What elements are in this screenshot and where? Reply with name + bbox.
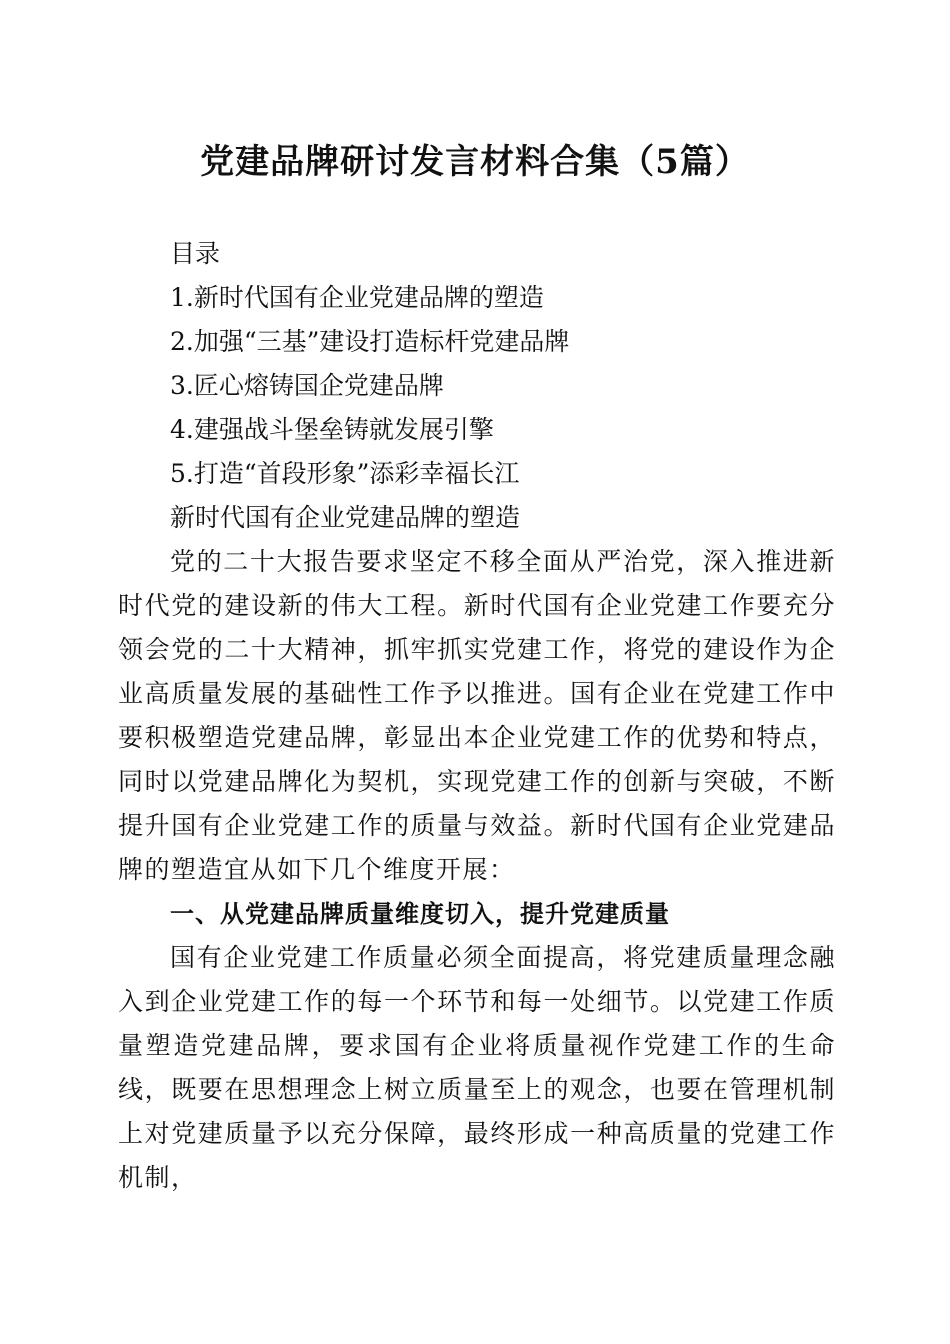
article-paragraph-2: 国有企业党建工作质量必须全面提高，将党建质量理念融入到企业党建工作的每一个环节和每一处细节。以党建工作质量塑造党建品牌，要求国有企业将质量视作党建工作的生命线，既要在思想理念上树立质量至上的观念，也要在管理机制上对党建质量予以充分保障，最终形成一种高质量的党建工作机制，	[118, 943, 836, 1192]
section-heading-1: 一、从党建品牌质量维度切入，提升党建质量	[170, 900, 670, 928]
article-title: 新时代国有企业党建品牌的塑造	[170, 503, 521, 532]
toc-item-3: 3.匠心熔铸国企党建品牌	[170, 371, 444, 400]
article-paragraph-1: 党的二十大报告要求坚定不移全面从严治党，深入推进新时代党的建设新的伟大工程。新时代国有企业党建工作要充分领会党的二十大精神，抓牢抓实党建工作，将党的建设作为企业高质量发展的基础性工作予以推进。国有企业在党建工作中要积极塑造党建品牌，彰显出本企业党建工作的优势和特点，同时以党建品牌化为契机，实现党建工作的创新与突破，不断提升国有企业党建工作的质量与效益。新时代国有企业党建品牌的塑造宜从如下几个维度开展：	[118, 547, 836, 884]
toc-heading: 目录	[170, 239, 221, 268]
toc-item-2: 2.加强“三基”建设打造标杆党建品牌	[170, 327, 570, 356]
toc-item-1: 1.新时代国有企业党建品牌的塑造	[170, 283, 544, 312]
toc-item-5: 5.打造“首段形象”添彩幸福长江	[170, 459, 520, 488]
toc-item-4: 4.建强战斗堡垒铸就发展引擎	[170, 415, 494, 444]
document-title: 党建品牌研讨发言材料合集（5篇）	[200, 142, 750, 182]
document-body	[118, 232, 836, 1200]
